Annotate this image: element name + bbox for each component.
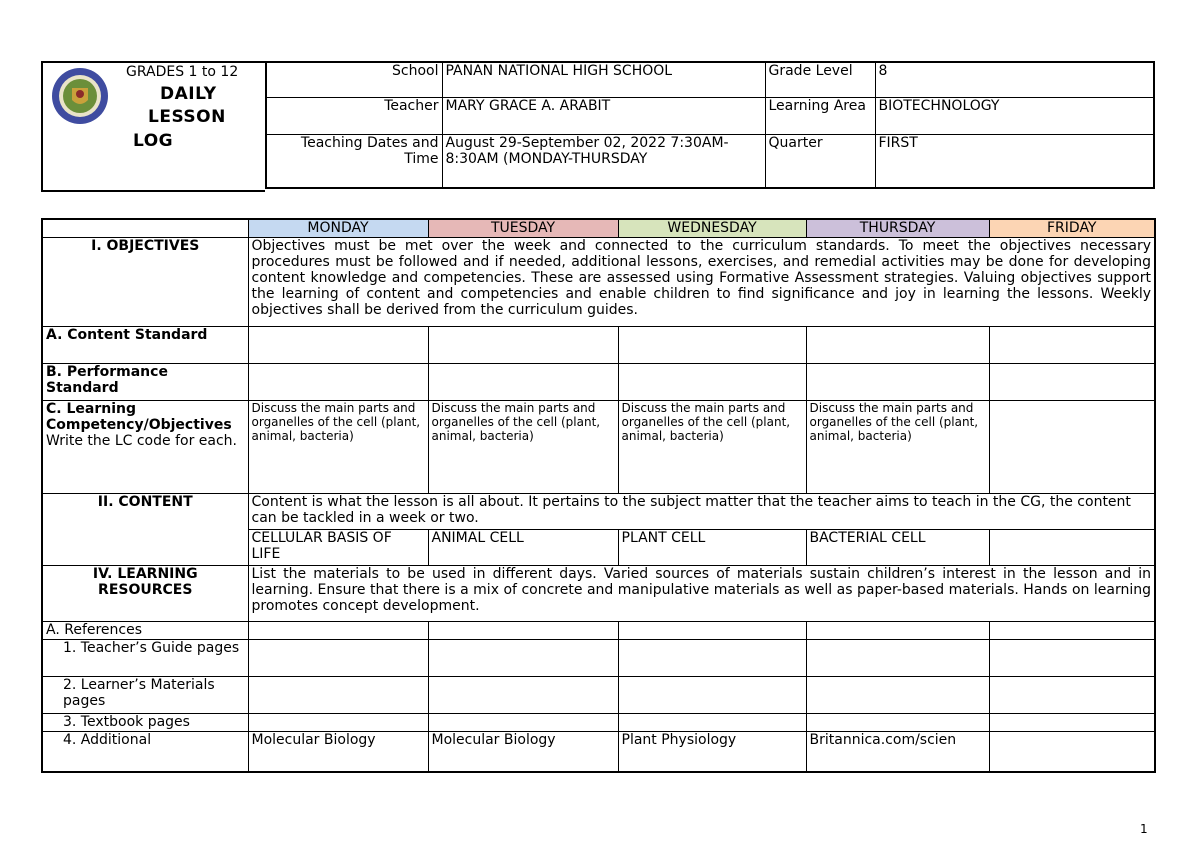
day-header-thursday: THURSDAY	[806, 219, 989, 238]
info-table	[265, 61, 1155, 189]
performance-standard-label: B. Performance Standard	[42, 364, 248, 401]
learners-materials-cell	[806, 677, 989, 714]
additional-cell-thursday: Britannica.com/scien	[806, 732, 989, 772]
title-daily: DAILY	[160, 84, 217, 104]
textbook-pages-cell	[618, 714, 806, 732]
teaching-dates-label: Teaching Dates and Time	[266, 134, 442, 188]
competency-label-cell	[42, 401, 248, 494]
day-header-wednesday: WEDNESDAY	[618, 219, 806, 238]
learners-materials-cell	[618, 677, 806, 714]
content-standard-cell	[806, 327, 989, 364]
teachers-guide-cell	[248, 640, 428, 677]
quarter-label: Quarter	[765, 134, 875, 188]
learners-materials-label: 2. Learner’s Materials pages	[42, 677, 248, 714]
content-standard-cell	[428, 327, 618, 364]
day-header-friday: FRIDAY	[989, 219, 1155, 238]
teachers-guide-cell	[989, 640, 1155, 677]
references-cell	[248, 622, 428, 640]
teachers-guide-label: 1. Teacher’s Guide pages	[42, 640, 248, 677]
teachers-guide-cell	[806, 640, 989, 677]
additional-cell-monday: Molecular Biology	[248, 732, 428, 772]
learners-materials-cell	[989, 677, 1155, 714]
performance-standard-cell	[989, 364, 1155, 401]
title-log: LOG	[133, 131, 174, 151]
competency-cell-wednesday: Discuss the main parts and organelles of the cell (plant, animal, bacteria)	[618, 401, 806, 494]
objectives-label: I. OBJECTIVES	[42, 238, 248, 327]
competency-cell-tuesday: Discuss the main parts and organelles of the cell (plant, animal, bacteria)	[428, 401, 618, 494]
textbook-pages-cell	[248, 714, 428, 732]
school-value: PANAN NATIONAL HIGH SCHOOL	[442, 62, 765, 97]
content-standard-cell	[248, 327, 428, 364]
learners-materials-cell	[248, 677, 428, 714]
learning-resources-label: IV. LEARNING RESOURCES	[42, 566, 248, 622]
references-cell	[989, 622, 1155, 640]
quarter-value: FIRST	[875, 134, 1154, 188]
textbook-pages-label: 3. Textbook pages	[42, 714, 248, 732]
day-header-tuesday: TUESDAY	[428, 219, 618, 238]
performance-standard-cell	[806, 364, 989, 401]
content-standard-cell	[618, 327, 806, 364]
textbook-pages-cell	[806, 714, 989, 732]
references-cell	[618, 622, 806, 640]
teacher-label: Teacher	[266, 97, 442, 134]
competency-cell-thursday: Discuss the main parts and organelles of the cell (plant, animal, bacteria)	[806, 401, 989, 494]
content-cell-wednesday: PLANT CELL	[618, 530, 806, 566]
teaching-dates-value: August 29-September 02, 2022 7:30AM-8:30AM (MONDAY-THURSDAY	[442, 134, 765, 188]
competency-note: Write the LC code for each.	[46, 433, 237, 449]
content-label: II. CONTENT	[42, 494, 248, 566]
content-cell-monday: CELLULAR BASIS OF LIFE	[248, 530, 428, 566]
title-lesson: LESSON	[148, 107, 226, 127]
objectives-text: Objectives must be met over the week and connected to the curriculum standards. To meet the objectives necessary procedures must be followed and if needed, additional lessons, exercises, and remedial activities may be done for developing content knowledge and competencies. These are assessed using Formative Assessment strategies. Valuing objectives support the learning of content and competencies and enable children to find significance and joy in learning the lessons. Weekly objectives shall be derived from the curriculum guides.	[248, 238, 1155, 327]
references-cell	[806, 622, 989, 640]
competency-cell-monday: Discuss the main parts and organelles of the cell (plant, animal, bacteria)	[248, 401, 428, 494]
grades-label: GRADES 1 to 12	[126, 64, 239, 80]
content-cell-tuesday: ANIMAL CELL	[428, 530, 618, 566]
additional-cell-friday	[989, 732, 1155, 772]
grade-level-label: Grade Level	[765, 62, 875, 97]
textbook-pages-cell	[428, 714, 618, 732]
references-label: A. References	[42, 622, 248, 640]
learners-materials-cell	[428, 677, 618, 714]
school-label: School	[266, 62, 442, 97]
content-standard-cell	[989, 327, 1155, 364]
performance-standard-cell	[428, 364, 618, 401]
content-text: Content is what the lesson is all about. It pertains to the subject matter that the teacher aims to teach in the CG, the content can be tackled in a week or two.	[248, 494, 1155, 530]
learning-resources-text: List the materials to be used in different days. Varied sources of materials sustain children’s interest in the lesson and in learning. Ensure that there is a mix of concrete and manipulative materials as well as paper-based materials. Hands on learning promotes concept development.	[248, 566, 1155, 622]
competency-cell-friday	[989, 401, 1155, 494]
deped-seal-logo	[50, 66, 110, 126]
teacher-value: MARY GRACE A. ARABIT	[442, 97, 765, 134]
grade-level-value: 8	[875, 62, 1154, 97]
additional-cell-tuesday: Molecular Biology	[428, 732, 618, 772]
performance-standard-cell	[248, 364, 428, 401]
content-standard-label: A. Content Standard	[42, 327, 248, 364]
learning-area-value: BIOTECHNOLOGY	[875, 97, 1154, 134]
references-cell	[428, 622, 618, 640]
textbook-pages-cell	[989, 714, 1155, 732]
teachers-guide-cell	[428, 640, 618, 677]
page-number: 1	[1140, 822, 1148, 836]
grid-corner-cell	[42, 219, 248, 238]
learning-area-label: Learning Area	[765, 97, 875, 134]
teachers-guide-cell	[618, 640, 806, 677]
performance-standard-cell	[618, 364, 806, 401]
content-cell-thursday: BACTERIAL CELL	[806, 530, 989, 566]
competency-label: C. Learning Competency/Objectives	[46, 401, 232, 433]
day-header-monday: MONDAY	[248, 219, 428, 238]
additional-label: 4. Additional	[42, 732, 248, 772]
lesson-grid	[41, 218, 1156, 773]
additional-cell-wednesday: Plant Physiology	[618, 732, 806, 772]
content-cell-friday	[989, 530, 1155, 566]
